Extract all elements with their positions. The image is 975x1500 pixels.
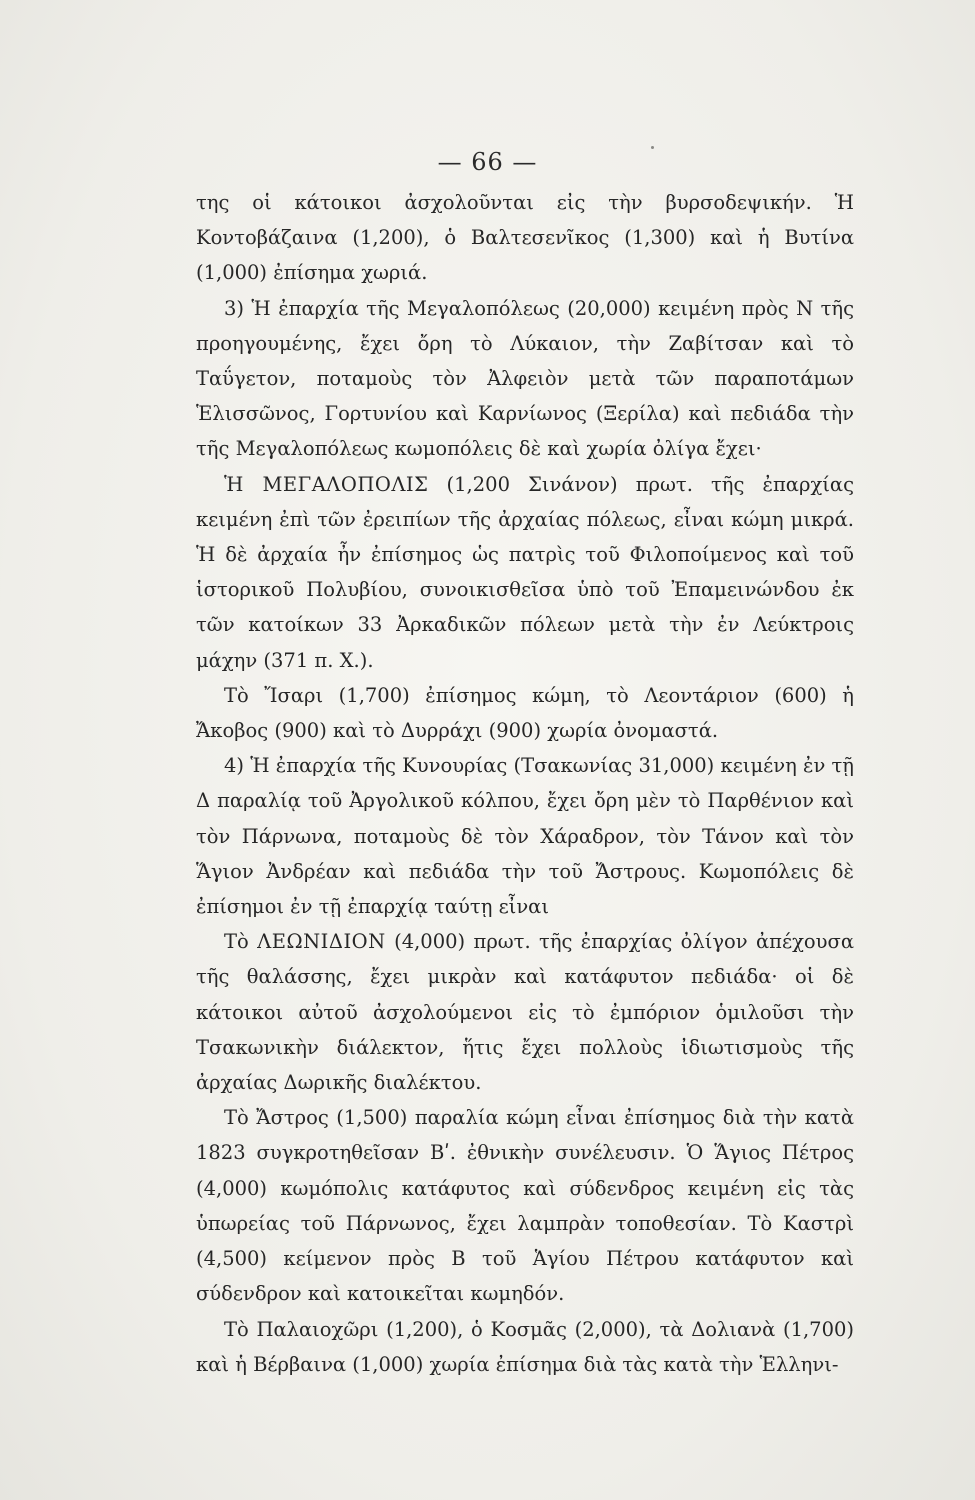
paragraph-4: Τὸ Ἴσαρι (1,700) ἐπίσημος κώμη, τὸ Λεοντάριον (600) ἡ Ἄκοβος (900) καὶ τὸ Δυρράχι (900) χωρία ὀνομαστά.	[196, 683, 854, 743]
body-text	[196, 185, 854, 1382]
leonidion-heading: ΛΕΩΝΙΔΙΟΝ	[257, 930, 386, 954]
megalopolis-heading: Ἡ ΜΕΓΑΛΟΠΟΛΙΣ	[224, 472, 429, 496]
paragraph-7: Τὸ Ἄστρος (1,500) παραλία κώμη εἶναι ἐπίσημος διὰ τὴν κατὰ 1823 συγκροτηθεῖσαν Βʹ. ἐθνικὴν συνέλευσιν. Ὁ Ἅγιος Πέτρος (4,000) κωμόπολις κατάφυτος καὶ σύδενδρος κειμένη εἰς τὰς ὑπωρείας τοῦ Πάρνωνος, ἔχει λαμπρὰν τοποθεσίαν. Τὸ Καστρὶ (4,500) κείμενον πρὸς Β τοῦ Ἁγίου Πέτρου κατάφυτον καὶ σύδενδρον καὶ κατοικεῖται κωμηδόν.	[196, 1106, 854, 1306]
paragraph-3-text: (1,200 Σινάνον) πρωτ. τῆς ἐπαρχίας κειμένη ἐπὶ τῶν ἐρειπίων τῆς ἀρχαίας πόλεως, εἶναι κώμη μικρά. Ἡ δὲ ἀρχαία ἦν ἐπίσημος ὡς πατρὶς τοῦ Φιλοποίμενος καὶ τοῦ ἱστορικοῦ Πολυβίου, συνοικισθεῖσα ὑπὸ τοῦ Ἐπαμεινώνδου ἐκ τῶν κατοίκων 33 Ἀρκαδικῶν πόλεων μετὰ τὴν ἐν Λεύκτροις μάχην (371 π. Χ.).	[196, 472, 854, 672]
paragraph-5: 4) Ἡ ἐπαρχία τῆς Κυνουρίας (Τσακωνίας 31,000) κειμένη ἐν τῇ Δ παραλίᾳ τοῦ Ἀργολικοῦ κόλπου, ἔχει ὄρη μὲν τὸ Παρθένιον καὶ τὸν Πάρνωνα, ποταμοὺς δὲ τὸν Χάραδρον, τὸν Τάνον καὶ τὸν Ἅγιον Ἀνδρέαν καὶ πεδιάδα τὴν τοῦ Ἄστρους. Κωμοπόλεις δὲ ἐπίσημοι ἐν τῇ ἐπαρχίᾳ ταύτῃ εἶναι	[196, 754, 854, 919]
paragraph-6-prefix: Τὸ	[224, 930, 258, 954]
paragraph-6	[196, 924, 854, 1100]
paragraph-3	[196, 467, 854, 678]
paragraph-6-text: (4,000) πρωτ. τῆς ἐπαρχίας ὀλίγον ἀπέχουσα τῆς θαλάσσης, ἔχει μικρὰν καὶ κατάφυτον πεδιάδα· οἱ δὲ κάτοικοι αὐτοῦ ἀσχολούμενοι εἰς τὸ ἐμπόριον ὁμιλοῦσι τὴν Τσακωνικὴν διάλεκτον, ἥτις ἔχει πολλοὺς ἰδιωτισμοὺς τῆς ἀρχαίας Δωρικῆς διαλέκτου.	[196, 930, 854, 1095]
paragraph-2: 3) Ἡ ἐπαρχία τῆς Μεγαλοπόλεως (20,000) κειμένη πρὸς Ν τῆς προηγουμένης, ἔχει ὄρη τὸ Λύκαιον, τὴν Ζαβίτσαν καὶ τὸ Ταΰγετον, ποταμοὺς τὸν Ἀλφειὸν μετὰ τῶν παραποτάμων Ἑλισσῶνος, Γορτυνίου καὶ Καρνίωνος (Ξερίλα) καὶ πεδιάδα τὴν τῆς Μεγαλοπόλεως κωμοπόλεις δὲ καὶ χωρία ὀλίγα ἔχει·	[196, 296, 854, 461]
paper-speck	[651, 146, 654, 149]
paragraph-1: της οἱ κάτοικοι ἀσχολοῦνται εἰς τὴν βυρσοδεψικήν. Ἡ Κοντοβάζαινα (1,200), ὁ Βαλτεσενῖκος (1,300) καὶ ἡ Βυτίνα (1,000) ἐπίσημα χωριά.	[196, 191, 854, 285]
page-number: — 66 —	[437, 148, 538, 176]
paragraph-8: Τὸ Παλαιοχῶρι (1,200), ὁ Κοσμᾶς (2,000), τὰ Δολιανὰ (1,700) καὶ ἡ Βέρβαινα (1,000) χωρία ἐπίσημα διὰ τὰς κατὰ τὴν Ἑλληνι-	[196, 1317, 854, 1376]
